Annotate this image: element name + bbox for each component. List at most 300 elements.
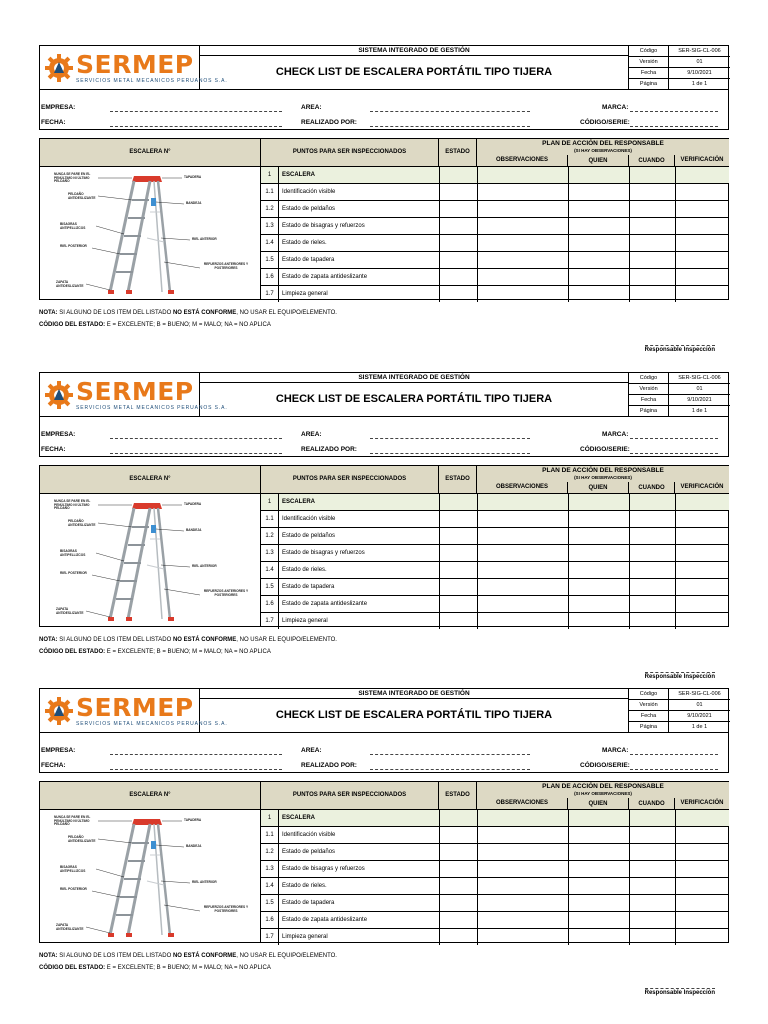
verificacion-cell[interactable] (675, 810, 729, 826)
item-text: Limpieza general (282, 291, 328, 297)
observaciones-cell[interactable] (477, 929, 568, 945)
item-text: Estado de bisagras y refuerzos (282, 866, 365, 872)
cuando-cell[interactable] (629, 827, 675, 843)
status-code-line (39, 965, 271, 971)
empresa-field[interactable] (110, 111, 282, 112)
quien-cell[interactable] (568, 528, 629, 544)
label-nunca: NUNCA SE PARE EN EL PENÚLTIMO NI ÚLTIMO PELDAÑO (54, 499, 91, 511)
quien-cell[interactable] (568, 810, 629, 826)
quien-cell[interactable] (568, 167, 629, 183)
checklist-row (261, 843, 729, 860)
label-tapadera: TAPADERA (184, 818, 202, 822)
quien-cell[interactable] (568, 201, 629, 217)
label-zapata: ZAPATA ANTIDESLIZANTE (56, 923, 84, 931)
section-row (261, 809, 729, 826)
logo-text: SERMEP (76, 50, 194, 79)
verificacion-cell[interactable] (675, 827, 729, 843)
cuando-cell[interactable] (629, 562, 675, 578)
estado-cell[interactable] (439, 579, 477, 595)
marca-field[interactable] (630, 438, 718, 439)
cuando-cell[interactable] (629, 596, 675, 612)
escalera-header: ESCALERA N° (40, 139, 261, 167)
realizado-field[interactable] (370, 769, 530, 770)
version-value: 01 (696, 59, 703, 65)
quien-cell[interactable] (568, 286, 629, 302)
quien-cell[interactable] (568, 269, 629, 285)
codigo-label: Código (629, 689, 669, 700)
quien-cell[interactable] (568, 184, 629, 200)
checklist-row (261, 200, 729, 217)
fecha-field[interactable] (110, 769, 282, 770)
checklist-row (261, 251, 729, 268)
estado-cell[interactable] (439, 912, 477, 928)
item-number: 1.5 (261, 895, 279, 911)
quien-cell[interactable] (568, 494, 629, 510)
item-text: Estado de tapadera (282, 900, 335, 906)
responsable-signature[interactable]: Responsable Inspección (644, 990, 715, 996)
estado-cell[interactable] (439, 528, 477, 544)
label-riel-anterior: RIEL ANTERIOR (192, 564, 217, 568)
estado-cell[interactable] (439, 252, 477, 268)
quien-header: QUIEN (568, 798, 629, 810)
observaciones-cell[interactable] (477, 579, 568, 595)
checklist-row (261, 928, 729, 945)
checklist-row (261, 510, 729, 527)
observaciones-cell[interactable] (477, 218, 568, 234)
observaciones-cell[interactable] (477, 235, 568, 251)
nota-text-1: SI ALGUNO DE LOS ITEM DEL LISTADO (57, 953, 173, 959)
nota-label: NOTA: (39, 637, 58, 643)
verificacion-cell[interactable] (675, 235, 729, 251)
verificacion-cell[interactable] (675, 201, 729, 217)
fecha-doc-value: 9/10/2021 (687, 397, 712, 403)
nota-text-1: SI ALGUNO DE LOS ITEM DEL LISTADO (57, 310, 173, 316)
item-text: Estado de zapata antideslizante (282, 917, 368, 923)
cuando-cell[interactable] (629, 235, 675, 251)
label-zapata: ZAPATA ANTIDESLIZANTE (56, 607, 84, 615)
empresa-field[interactable] (110, 754, 282, 755)
version-label: Versión (629, 700, 669, 711)
area-label: AREA: (301, 431, 322, 438)
quien-cell[interactable] (568, 218, 629, 234)
quien-cell[interactable] (568, 827, 629, 843)
checklist-row (261, 612, 729, 629)
codigo-serie-label: CÓDIGO/SERIE: (580, 119, 630, 126)
estado-cell[interactable] (439, 929, 477, 945)
label-tapadera: TAPADERA (184, 502, 202, 506)
checklist-row (261, 234, 729, 251)
version-label: Versión (629, 57, 669, 68)
cuando-cell[interactable] (629, 844, 675, 860)
label-bandeja: BANDEJA (186, 528, 202, 532)
fecha-field[interactable] (110, 453, 282, 454)
info-section (39, 733, 729, 773)
fecha-row (629, 395, 730, 406)
status-code-line (39, 649, 271, 655)
checklist-row (261, 561, 729, 578)
observaciones-cell[interactable] (477, 494, 568, 510)
observaciones-cell[interactable] (477, 562, 568, 578)
observaciones-cell[interactable] (477, 895, 568, 911)
plan-title: PLAN DE ACCIÓN DEL RESPONSABLE (542, 467, 664, 474)
cuando-cell[interactable] (629, 545, 675, 561)
checklist-form (39, 372, 729, 697)
form-title: CHECK LIST DE ESCALERA PORTÁTIL TIPO TIJERA (275, 709, 553, 721)
label-bisagras: BISAGRAS ANTIPELLIZCOS (60, 222, 86, 230)
fecha-label: FECHA: (41, 446, 66, 453)
section-row (261, 166, 729, 183)
item-text: Limpieza general (282, 618, 328, 624)
estado-cell[interactable] (439, 861, 477, 877)
nota-bold: NO ESTÁ CONFORME (172, 953, 237, 959)
item-text: Estado de peldaños (282, 533, 336, 539)
item-number: 1.3 (261, 861, 279, 877)
codigo-serie-field[interactable] (630, 769, 718, 770)
fecha-label: FECHA: (41, 762, 66, 769)
estado-cell[interactable] (439, 269, 477, 285)
observaciones-cell[interactable] (477, 511, 568, 527)
observaciones-cell[interactable] (477, 252, 568, 268)
estado-cell[interactable] (439, 494, 477, 510)
verificacion-cell[interactable] (675, 494, 729, 510)
item-number: 1 (261, 167, 279, 183)
info-section (39, 90, 729, 130)
label-peldano: PELDAÑO ANTIDESLIZANTE (68, 192, 96, 200)
observaciones-cell[interactable] (477, 201, 568, 217)
pagina-value: 1 de 1 (691, 408, 708, 414)
codigo-label: Código (629, 373, 669, 384)
responsable-signature[interactable]: Responsable Inspección (644, 674, 715, 680)
quien-cell[interactable] (568, 613, 629, 629)
checklist-row (261, 860, 729, 877)
verificacion-cell[interactable] (675, 861, 729, 877)
estado-cell[interactable] (439, 562, 477, 578)
observaciones-cell[interactable] (477, 844, 568, 860)
observaciones-cell[interactable] (477, 613, 568, 629)
observaciones-header: OBSERVACIONES (477, 482, 568, 494)
verificacion-cell[interactable] (675, 286, 729, 302)
checklist-row (261, 578, 729, 595)
info-section (39, 417, 729, 457)
verificacion-header: VERIFICACIÓN (675, 798, 729, 810)
pagina-value: 1 de 1 (691, 724, 708, 730)
estado-cell[interactable] (439, 545, 477, 561)
checklist-row (261, 826, 729, 843)
item-number: 1 (261, 810, 279, 826)
item-text: Identificación visible (282, 189, 336, 195)
estado-cell[interactable] (439, 235, 477, 251)
ladder-diagram (40, 810, 261, 942)
cuando-cell[interactable] (629, 810, 675, 826)
system-title: SISTEMA INTEGRADO DE GESTIÓN (200, 373, 628, 383)
observaciones-header: OBSERVACIONES (477, 798, 568, 810)
observaciones-cell[interactable] (477, 184, 568, 200)
observaciones-cell[interactable] (477, 878, 568, 894)
item-text: Estado de tapadera (282, 584, 335, 590)
realizado-label: REALIZADO POR: (301, 762, 357, 769)
label-riel-posterior: RIEL POSTERIOR (60, 887, 87, 891)
quien-cell[interactable] (568, 895, 629, 911)
marca-label: MARCA: (602, 104, 629, 111)
estado-cell[interactable] (439, 895, 477, 911)
cuando-cell[interactable] (629, 878, 675, 894)
item-number: 1.7 (261, 929, 279, 945)
area-label: AREA: (301, 104, 322, 111)
verificacion-cell[interactable] (675, 878, 729, 894)
observaciones-cell[interactable] (477, 912, 568, 928)
quien-cell[interactable] (568, 511, 629, 527)
company-logo (40, 373, 228, 416)
observaciones-cell[interactable] (477, 810, 568, 826)
area-field[interactable] (370, 111, 530, 112)
verificacion-cell[interactable] (675, 511, 729, 527)
logo-text: SERMEP (76, 693, 194, 722)
pagina-row (629, 79, 730, 90)
gear-logo-icon (44, 380, 74, 410)
document-control-table (628, 689, 729, 732)
verificacion-cell[interactable] (675, 269, 729, 285)
item-text: Identificación visible (282, 516, 336, 522)
checklist-row (261, 217, 729, 234)
plan-header (477, 139, 729, 155)
marca-field[interactable] (630, 111, 718, 112)
observaciones-cell[interactable] (477, 596, 568, 612)
verificacion-cell[interactable] (675, 167, 729, 183)
item-text: Estado de bisagras y refuerzos (282, 223, 365, 229)
nota-label: NOTA: (39, 953, 58, 959)
item-text: Estado de rieles. (282, 883, 327, 889)
cuando-cell[interactable] (629, 201, 675, 217)
cuando-cell[interactable] (629, 494, 675, 510)
verificacion-cell[interactable] (675, 844, 729, 860)
fecha-doc-label: Fecha (629, 68, 669, 79)
pagina-label: Página (629, 79, 669, 90)
puntos-header: PUNTOS PARA SER INSPECCIONADOS (261, 139, 439, 167)
marca-label: MARCA: (602, 431, 629, 438)
plan-subtitle: (SI HAY OBSERVACIONES) (574, 148, 632, 153)
quien-cell[interactable] (568, 596, 629, 612)
ladder-diagram (40, 167, 261, 299)
plan-subtitle: (SI HAY OBSERVACIONES) (574, 475, 632, 480)
cuando-cell[interactable] (629, 895, 675, 911)
verificacion-cell[interactable] (675, 218, 729, 234)
cuando-header: CUANDO (629, 482, 675, 494)
cuando-cell[interactable] (629, 269, 675, 285)
cuando-cell[interactable] (629, 184, 675, 200)
plan-subtitle: (SI HAY OBSERVACIONES) (574, 791, 632, 796)
codigo-estado-text: E = EXCELENTE; B = BUENO; M = MALO; NA = NO APLICA (105, 649, 271, 655)
codigo-serie-field[interactable] (630, 126, 718, 127)
verificacion-cell[interactable] (675, 184, 729, 200)
escalera-header: ESCALERA N° (40, 782, 261, 810)
note-line (39, 953, 337, 959)
label-bisagras: BISAGRAS ANTIPELLIZCOS (60, 549, 86, 557)
codigo-row (629, 373, 730, 384)
cuando-cell[interactable] (629, 861, 675, 877)
nota-text-2: , NO USAR EL EQUIPO/ELEMENTO. (236, 953, 337, 959)
quien-cell[interactable] (568, 844, 629, 860)
cuando-cell[interactable] (629, 613, 675, 629)
item-text: Estado de rieles. (282, 567, 327, 573)
verificacion-header: VERIFICACIÓN (675, 155, 729, 167)
estado-cell[interactable] (439, 613, 477, 629)
verificacion-cell[interactable] (675, 895, 729, 911)
verificacion-header: VERIFICACIÓN (675, 482, 729, 494)
nota-text-2: , NO USAR EL EQUIPO/ELEMENTO. (236, 637, 337, 643)
inspection-table (39, 465, 729, 627)
item-text: ESCALERA (282, 499, 316, 505)
gear-logo-icon (44, 53, 74, 83)
observaciones-header: OBSERVACIONES (477, 155, 568, 167)
codigo-estado-label: CÓDIGO DEL ESTADO: (39, 322, 106, 328)
codigo-estado-label: CÓDIGO DEL ESTADO: (39, 965, 106, 971)
observaciones-cell[interactable] (477, 545, 568, 561)
quien-cell[interactable] (568, 912, 629, 928)
company-logo (40, 46, 228, 89)
label-riel-anterior: RIEL ANTERIOR (192, 880, 217, 884)
item-text: Estado de rieles. (282, 240, 327, 246)
nota-bold: NO ESTÁ CONFORME (172, 310, 237, 316)
estado-cell[interactable] (439, 810, 477, 826)
verificacion-cell[interactable] (675, 929, 729, 945)
observaciones-cell[interactable] (477, 827, 568, 843)
form-title: CHECK LIST DE ESCALERA PORTÁTIL TIPO TIJERA (275, 393, 553, 405)
fecha-doc-value: 9/10/2021 (687, 713, 712, 719)
item-number: 1.6 (261, 912, 279, 928)
codigo-serie-label: CÓDIGO/SERIE: (580, 446, 630, 453)
estado-cell[interactable] (439, 844, 477, 860)
empresa-label: EMPRESA: (41, 747, 76, 754)
section-row (261, 493, 729, 510)
cuando-cell[interactable] (629, 252, 675, 268)
fecha-doc-label: Fecha (629, 395, 669, 406)
item-number: 1.4 (261, 878, 279, 894)
item-text: Estado de zapata antideslizante (282, 601, 368, 607)
item-text: Estado de bisagras y refuerzos (282, 550, 365, 556)
verificacion-cell[interactable] (675, 562, 729, 578)
codigo-row (629, 689, 730, 700)
estado-cell[interactable] (439, 167, 477, 183)
estado-cell[interactable] (439, 511, 477, 527)
codigo-value: SER-SIG-CL-006 (678, 48, 721, 54)
area-field[interactable] (370, 754, 530, 755)
verificacion-cell[interactable] (675, 613, 729, 629)
item-number: 1.7 (261, 613, 279, 629)
quien-cell[interactable] (568, 545, 629, 561)
verificacion-cell[interactable] (675, 528, 729, 544)
cuando-cell[interactable] (629, 511, 675, 527)
marca-label: MARCA: (602, 747, 629, 754)
observaciones-cell[interactable] (477, 528, 568, 544)
observaciones-cell[interactable] (477, 286, 568, 302)
area-field[interactable] (370, 438, 530, 439)
estado-cell[interactable] (439, 218, 477, 234)
ladder-illustration (50, 495, 250, 625)
checklist-form (39, 688, 729, 1013)
label-nunca: NUNCA SE PARE EN EL PENÚLTIMO NI ÚLTIMO PELDAÑO (54, 815, 91, 827)
fecha-field[interactable] (110, 126, 282, 127)
quien-cell[interactable] (568, 562, 629, 578)
quien-cell[interactable] (568, 878, 629, 894)
checklist-row (261, 268, 729, 285)
cuando-cell[interactable] (629, 167, 675, 183)
quien-cell[interactable] (568, 929, 629, 945)
item-text: Estado de zapata antideslizante (282, 274, 368, 280)
version-row (629, 57, 730, 68)
plan-header (477, 466, 729, 482)
verificacion-cell[interactable] (675, 545, 729, 561)
quien-cell[interactable] (568, 579, 629, 595)
cuando-cell[interactable] (629, 218, 675, 234)
nota-label: NOTA: (39, 310, 58, 316)
item-number: 1 (261, 494, 279, 510)
item-number: 1.3 (261, 545, 279, 561)
codigo-estado-text: E = EXCELENTE; B = BUENO; M = MALO; NA = NO APLICA (105, 965, 271, 971)
estado-cell[interactable] (439, 878, 477, 894)
fecha-row (629, 68, 730, 79)
checklist-form (39, 45, 729, 370)
estado-cell[interactable] (439, 596, 477, 612)
cuando-cell[interactable] (629, 528, 675, 544)
note-line (39, 637, 337, 643)
item-number: 1.5 (261, 252, 279, 268)
cuando-cell[interactable] (629, 912, 675, 928)
verificacion-cell[interactable] (675, 579, 729, 595)
observaciones-cell[interactable] (477, 269, 568, 285)
empresa-field[interactable] (110, 438, 282, 439)
version-label: Versión (629, 384, 669, 395)
label-tapadera: TAPADERA (184, 175, 202, 179)
logo-subtitle: SERVICIOS METAL MECANICOS PERUANOS S.A. (76, 405, 228, 411)
ladder-illustration (50, 811, 250, 941)
escalera-header: ESCALERA N° (40, 466, 261, 494)
company-logo (40, 689, 228, 732)
verificacion-cell[interactable] (675, 252, 729, 268)
item-text: ESCALERA (282, 815, 316, 821)
pagina-value: 1 de 1 (691, 81, 708, 87)
estado-cell[interactable] (439, 827, 477, 843)
codigo-estado-label: CÓDIGO DEL ESTADO: (39, 649, 106, 655)
realizado-field[interactable] (370, 126, 530, 127)
item-number: 1.3 (261, 218, 279, 234)
version-row (629, 700, 730, 711)
observaciones-cell[interactable] (477, 861, 568, 877)
observaciones-cell[interactable] (477, 167, 568, 183)
realizado-field[interactable] (370, 453, 530, 454)
estado-cell[interactable] (439, 286, 477, 302)
cuando-cell[interactable] (629, 579, 675, 595)
verificacion-cell[interactable] (675, 912, 729, 928)
estado-cell[interactable] (439, 201, 477, 217)
quien-cell[interactable] (568, 861, 629, 877)
verificacion-cell[interactable] (675, 596, 729, 612)
label-peldano: PELDAÑO ANTIDESLIZANTE (68, 835, 96, 843)
quien-cell[interactable] (568, 252, 629, 268)
marca-field[interactable] (630, 754, 718, 755)
responsable-signature[interactable]: Responsable Inspección (644, 347, 715, 353)
ladder-illustration (50, 168, 250, 298)
label-refuerzos: REFUERZOS ANTERIORES Y POSTERIORES (203, 262, 249, 270)
puntos-header: PUNTOS PARA SER INSPECCIONADOS (261, 466, 439, 494)
item-text: ESCALERA (282, 172, 316, 178)
estado-cell[interactable] (439, 184, 477, 200)
cuando-cell[interactable] (629, 929, 675, 945)
fecha-row (629, 711, 730, 722)
codigo-value: SER-SIG-CL-006 (678, 691, 721, 697)
codigo-serie-field[interactable] (630, 453, 718, 454)
cuando-cell[interactable] (629, 286, 675, 302)
quien-cell[interactable] (568, 235, 629, 251)
